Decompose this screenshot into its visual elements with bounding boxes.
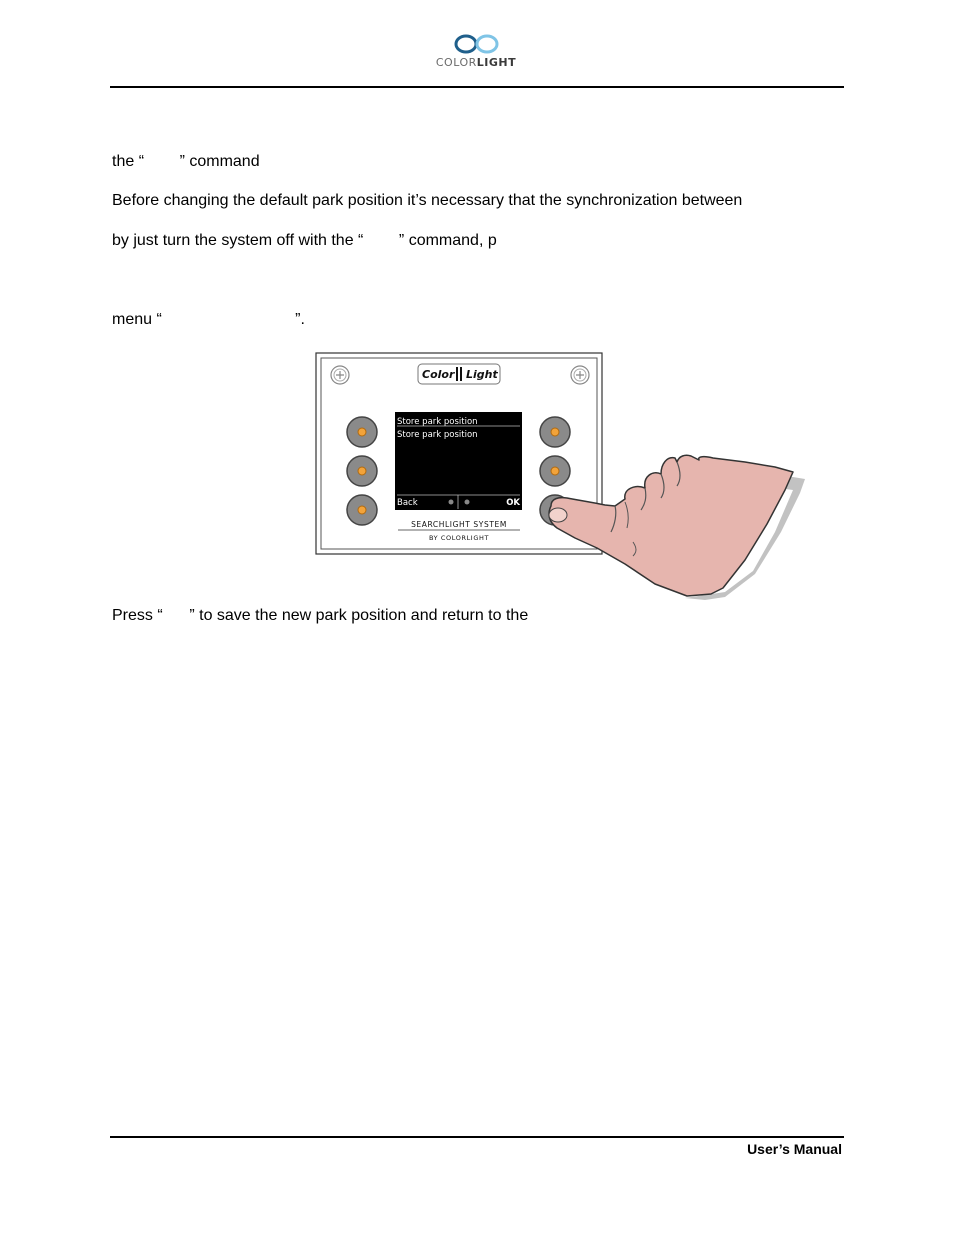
lcd-ok-label: OK [506, 498, 520, 508]
panel-button-left-3[interactable] [347, 495, 377, 525]
footer-label: User’s Manual [747, 1141, 842, 1157]
body-line-5: Press “ ” to save the new park position and return to the [112, 607, 529, 624]
header-rule [110, 86, 844, 88]
lcd-back-label: Back [397, 498, 418, 508]
brand-badge-right: Light [466, 368, 498, 381]
panel-button-left-2[interactable] [347, 456, 377, 486]
lcd-dot-icon-left [449, 500, 454, 505]
lcd-menu-item: Store park position [397, 430, 478, 440]
panel-caption-2: BY COLORLIGHT [428, 534, 490, 542]
colorlight-logo [430, 32, 522, 72]
brand-badge-left: Color [422, 368, 455, 381]
control-panel-figure [315, 352, 805, 602]
lcd-title: Store park position [397, 417, 478, 427]
body-line-3: by just turn the system off with the “ ” command, p [112, 232, 497, 249]
lcd-dot-icon-right [465, 500, 470, 505]
panel-button-right-1[interactable] [540, 417, 570, 447]
body-line-4: menu “ ”. [112, 311, 305, 328]
logo-wordmark: COLORLIGHT [435, 56, 517, 69]
brand-badge-mark [456, 367, 458, 381]
body-line-1: the “ ” command [112, 153, 260, 170]
footer-rule [110, 1136, 844, 1138]
screw-icon-right [571, 366, 589, 384]
screw-icon-left [331, 366, 349, 384]
panel-button-right-2[interactable] [540, 456, 570, 486]
panel-button-left-1[interactable] [347, 417, 377, 447]
panel-caption-1: SEARCHLIGHT SYSTEM [411, 520, 507, 529]
infinity-logo-icon [430, 32, 522, 58]
body-line-2: Before changing the default park position it’s necessary that the synchronization between [112, 192, 743, 209]
